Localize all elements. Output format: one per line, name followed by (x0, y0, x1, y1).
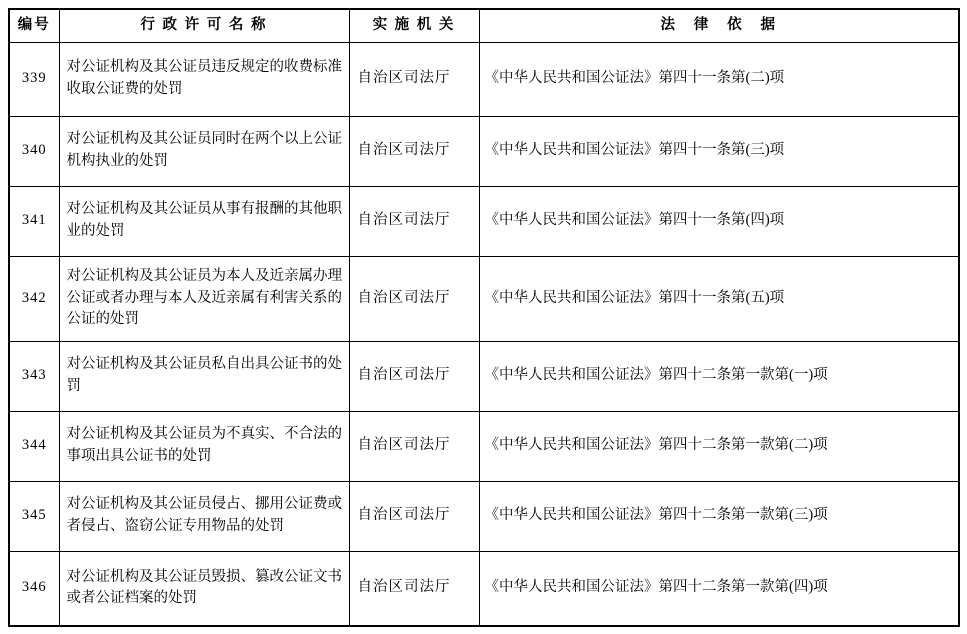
header-permit-name: 行 政 许 可 名 称 (59, 9, 349, 42)
permit-name: 对公证机构及其公证员私自出具公证书的处罚 (59, 341, 349, 411)
legal-basis: 《中华人民共和国公证法》第四十二条第一款第(四)项 (479, 551, 959, 626)
legal-basis: 《中华人民共和国公证法》第四十二条第一款第(二)项 (479, 411, 959, 481)
permit-name: 对公证机构及其公证员从事有报酬的其他职业的处罚 (59, 186, 349, 256)
permit-number: 343 (9, 341, 59, 411)
table-row (9, 341, 959, 411)
table-row (9, 411, 959, 481)
implementing-agency: 自治区司法厅 (349, 551, 479, 626)
permit-name: 对公证机构及其公证员为本人及近亲属办理公证或者办理与本人及近亲属有利害关系的公证的处罚 (59, 256, 349, 341)
implementing-agency: 自治区司法厅 (349, 341, 479, 411)
table-body (9, 42, 959, 626)
permit-number: 342 (9, 256, 59, 341)
table-row (9, 481, 959, 551)
permit-name: 对公证机构及其公证员为不真实、不合法的事项出具公证书的处罚 (59, 411, 349, 481)
legal-basis: 《中华人民共和国公证法》第四十一条第(五)项 (479, 256, 959, 341)
implementing-agency: 自治区司法厅 (349, 42, 479, 116)
implementing-agency: 自治区司法厅 (349, 186, 479, 256)
header-legal-basis: 法 律 依 据 (479, 9, 959, 42)
table-row (9, 42, 959, 116)
legal-basis: 《中华人民共和国公证法》第四十一条第(四)项 (479, 186, 959, 256)
table-row (9, 256, 959, 341)
legal-basis: 《中华人民共和国公证法》第四十一条第(三)项 (479, 116, 959, 186)
permit-name: 对公证机构及其公证员同时在两个以上公证机构执业的处罚 (59, 116, 349, 186)
permit-name: 对公证机构及其公证员毁损、篡改公证文书或者公证档案的处罚 (59, 551, 349, 626)
legal-basis: 《中华人民共和国公证法》第四十一条第(二)项 (479, 42, 959, 116)
permit-number: 341 (9, 186, 59, 256)
header-row (9, 9, 959, 42)
legal-basis: 《中华人民共和国公证法》第四十二条第一款第(一)项 (479, 341, 959, 411)
table-row (9, 116, 959, 186)
implementing-agency: 自治区司法厅 (349, 256, 479, 341)
implementing-agency: 自治区司法厅 (349, 411, 479, 481)
table-row (9, 186, 959, 256)
implementing-agency: 自治区司法厅 (349, 481, 479, 551)
permit-number: 346 (9, 551, 59, 626)
permit-number: 339 (9, 42, 59, 116)
permit-number: 345 (9, 481, 59, 551)
table-header (9, 9, 959, 42)
permit-number: 340 (9, 116, 59, 186)
legal-basis: 《中华人民共和国公证法》第四十二条第一款第(三)项 (479, 481, 959, 551)
header-id: 编号 (9, 9, 59, 42)
administrative-permit-table (8, 8, 960, 627)
permit-number: 344 (9, 411, 59, 481)
header-agency: 实 施 机 关 (349, 9, 479, 42)
permit-name: 对公证机构及其公证员侵占、挪用公证费或者侵占、盗窃公证专用物品的处罚 (59, 481, 349, 551)
permit-name: 对公证机构及其公证员违反规定的收费标准收取公证费的处罚 (59, 42, 349, 116)
table-row (9, 551, 959, 626)
implementing-agency: 自治区司法厅 (349, 116, 479, 186)
